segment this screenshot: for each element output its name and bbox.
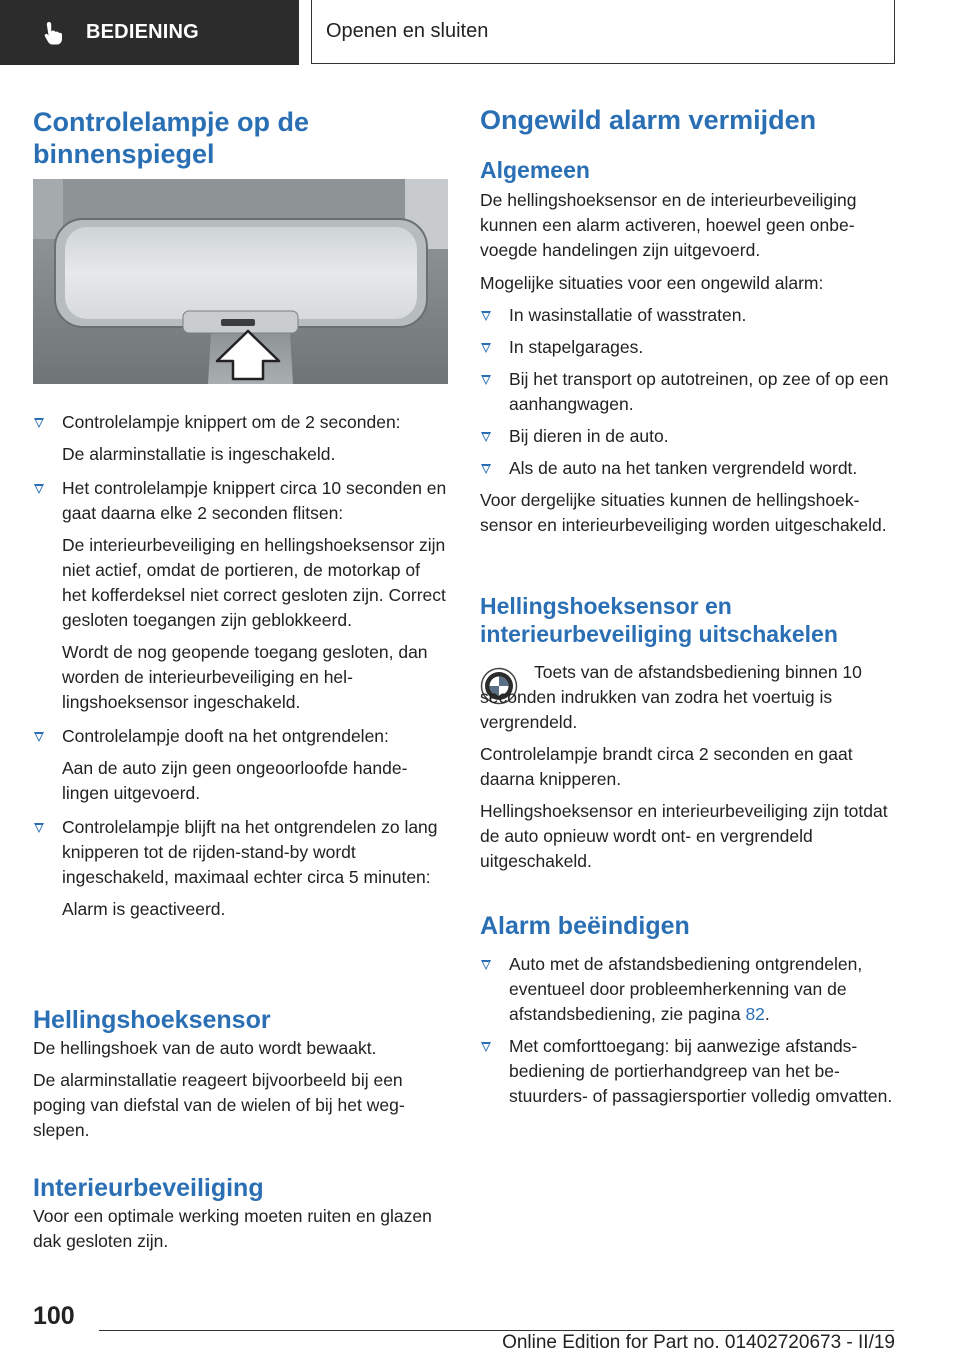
rearview-mirror-image — [33, 179, 448, 384]
bullet-triangle-icon — [34, 418, 44, 428]
bullet-triangle-icon — [481, 960, 491, 970]
situations-list — [480, 303, 895, 481]
list-item — [480, 952, 895, 1027]
list-item-text: Controlelampje knippert om de 2 seconden: — [62, 412, 401, 432]
list-item-text: Controlelampje dooft na het ontgrendelen: — [62, 726, 389, 746]
list-item-text: In wasinstallatie of wasstraten. — [509, 305, 747, 325]
tilt-sensor-paragraph-1: De hellingshoek van de auto wordt bewaakt. — [33, 1038, 377, 1058]
interior-protection-heading: Interieurbeveiliging — [33, 1174, 264, 1202]
list-item-text: Auto met de afstandsbediening ontgrendelen, eventueel door probleemherkenning van de afstandsbediening, zie pagina — [509, 954, 863, 1024]
general-heading: Algemeen — [480, 157, 590, 183]
list-item-text: Het controlelampje knippert circa 10 seconden en gaat daarna elke 2 seconden flitsen: — [62, 478, 447, 523]
switch-off-paragraph-3: Hellingshoeksensor en interieurbeveiliging zijn totdat de auto opnieuw wordt ont- en vergrendeld uitgeschakeld. — [480, 801, 888, 871]
list-item-text: Bij dieren in de auto. — [509, 426, 669, 446]
bullet-triangle-icon — [481, 375, 491, 385]
bullet-triangle-icon — [481, 432, 491, 442]
chapter-label: BEDIENING — [86, 21, 199, 43]
unwanted-alarm-heading: Ongewild alarm vermijden — [480, 105, 817, 135]
list-item — [33, 476, 448, 715]
list-item-text: Met comforttoegang: bij aanwezige afstandsbediening de portierhandgreep van het bestuurders- of passagiersportier volledig omvatten. — [509, 1036, 893, 1106]
bullet-triangle-icon — [481, 1042, 491, 1052]
tilt-sensor-section — [33, 1006, 448, 1143]
list-item-detail: Aan de auto zijn geen ongeoorloofde handelingen uitgevoerd. — [62, 758, 408, 803]
list-item-detail: De interieurbeveiliging en hellingshoeksensor zijn niet actief, omdat de portieren, de motorkap of het kofferdeksel niet correct gesloten zijn. Correct gesloten toegangen zijn geblokkeerd. — [62, 535, 446, 630]
list-item-text: Controlelampje blijft na het ontgrendelen zo lang knipperen tot de rijden-stand-by wordt ingeschakeld, maximaal echter circa 5 minuten: — [62, 817, 438, 887]
chapter-tab — [0, 0, 299, 65]
bullet-triangle-icon — [481, 343, 491, 353]
mirror-light-heading: Controlelampje op de binnenspiegel — [33, 107, 310, 169]
list-item-detail: Wordt de nog geopende toegang gesloten, dan worden de interieurbeveiliging en hellingshoeksensor ingeschakeld. — [62, 642, 428, 712]
end-alarm-list — [480, 952, 895, 1109]
bullet-triangle-icon — [481, 311, 491, 321]
rearview-mirror-photo — [33, 179, 448, 384]
left-title-block — [33, 106, 448, 170]
mirror-light-list — [33, 410, 448, 922]
list-item — [480, 335, 895, 360]
section-header — [311, 0, 895, 64]
hand-icon — [40, 20, 66, 46]
list-item-detail: Alarm is geactiveerd. — [62, 899, 226, 919]
list-item — [480, 1034, 895, 1109]
section-title: Openen en sluiten — [326, 20, 489, 42]
switch-off-paragraph-2: Controlelampje brandt circa 2 seconden en gaat daarna knipperen. — [480, 744, 853, 789]
list-item — [480, 456, 895, 481]
footer-rule — [99, 1330, 894, 1331]
unwanted-alarm-section — [480, 104, 895, 538]
general-paragraph-3: Voor dergelijke situaties kunnen de hellingshoeksensor en interieurbeveiliging worden uitgeschakeld. — [480, 490, 887, 535]
interior-protection-paragraph: Voor een optimale werking moeten ruiten en glazen dak gesloten zijn. — [33, 1206, 432, 1251]
list-item — [480, 303, 895, 328]
end-alarm-section — [480, 910, 895, 1109]
list-item-suffix: . — [764, 1004, 770, 1024]
list-item — [33, 724, 448, 806]
tilt-sensor-paragraph-2: De alarminstallatie reageert bijvoorbeeld bij een poging van diefstal van de wielen of bij het wegslepen. — [33, 1070, 405, 1140]
switch-off-section — [480, 592, 895, 648]
list-item-text: In stapelgarages. — [509, 337, 644, 357]
switch-off-paragraph-1: Toets van de afstandsbediening binnen 10 seconden indrukken van zodra het voertuig is vergrendeld. — [480, 662, 862, 732]
page-link-82[interactable]: 82 — [745, 1004, 765, 1024]
list-item — [33, 410, 448, 467]
list-item — [33, 815, 448, 922]
bullet-triangle-icon — [34, 823, 44, 833]
list-item — [480, 424, 895, 449]
edition-note: Online Edition for Part no. 01402720673 - II/19 — [502, 1332, 895, 1353]
general-paragraph-1: De hellingshoeksensor en de interieurbeveiliging kunnen een alarm activeren, hoewel geen onbevoegde handelingen zijn uitgevoerd. — [480, 190, 857, 260]
bullet-triangle-icon — [34, 484, 44, 494]
bullet-triangle-icon — [481, 464, 491, 474]
bullet-triangle-icon — [34, 732, 44, 742]
list-item — [480, 367, 895, 417]
end-alarm-heading: Alarm beëindigen — [480, 912, 690, 940]
list-item-detail: De alarminstallatie is ingeschakeld. — [62, 444, 336, 464]
tilt-sensor-heading: Hellingshoeksensor — [33, 1006, 271, 1034]
interior-protection-section — [33, 1174, 448, 1254]
switch-off-body — [480, 660, 895, 874]
list-item-text: Als de auto na het tanken vergrendeld wordt. — [509, 458, 858, 478]
page-number: 100 — [33, 1302, 75, 1330]
switch-off-heading: Hellingshoeksensor en interieurbeveiliging uitschakelen — [480, 593, 838, 647]
list-item-text: Bij het transport op autotreinen, op zee of op een aanhangwagen. — [509, 369, 889, 414]
general-paragraph-2: Mogelijke situaties voor een ongewild alarm: — [480, 273, 824, 293]
indicator-states-list — [33, 410, 448, 922]
